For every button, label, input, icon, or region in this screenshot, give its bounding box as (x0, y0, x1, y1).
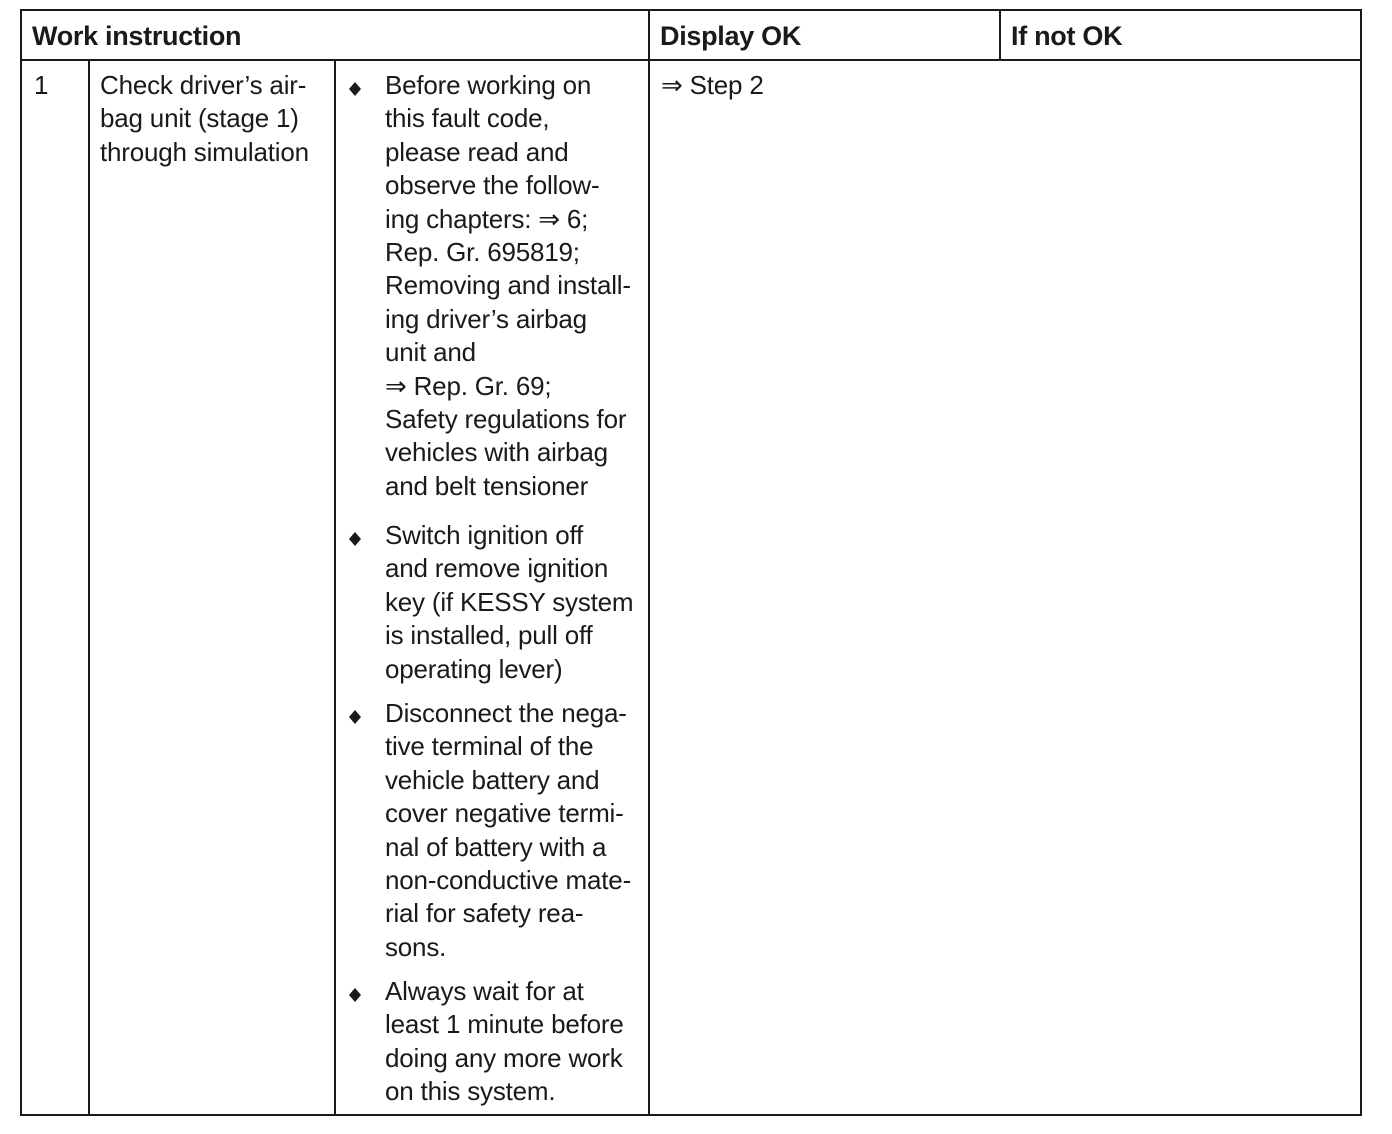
bullet-line: Safety regulations for (385, 403, 627, 434)
bullet-line: and belt tensioner (385, 470, 589, 501)
bullet-line: cover negative termi- (385, 798, 624, 829)
column-divider-work-display (648, 11, 650, 1114)
bullet-line: ing chapters: ⇒ 6; (385, 203, 589, 234)
bullet-line: please read and (385, 136, 569, 167)
column-divider-display-ifnot (999, 11, 1001, 60)
bullet-line: key (if KESSY system (385, 586, 634, 617)
bullet-line: Disconnect the nega- (385, 698, 627, 728)
bullet-line: ⇒ Rep. Gr. 69; (385, 370, 552, 401)
bullet-item (385, 519, 633, 686)
bullet-item (385, 975, 624, 1109)
task-line: through simulation (100, 136, 309, 167)
bullet-line: vehicles with airbag (385, 437, 608, 468)
bullet-line: tive terminal of the (385, 731, 594, 762)
step-number: 1 (34, 70, 49, 100)
bullet-line: doing any more work (385, 1042, 623, 1073)
diamond-bullet-icon (348, 532, 362, 546)
bullet-line: sons. (385, 931, 447, 962)
display-ok-action: ⇒ Step 2 (661, 70, 764, 100)
bullet-line: Removing and install- (385, 270, 631, 301)
diamond-bullet-icon (348, 710, 362, 724)
diamond-bullet-icon (348, 82, 362, 96)
bullet-line: and remove ignition (385, 553, 609, 584)
bullet-line: on this system. (385, 1076, 556, 1107)
header-display-ok: Display OK (660, 21, 802, 51)
bullet-line: least 1 minute before (385, 1009, 624, 1040)
bullet-item (385, 69, 631, 503)
bullet-line: Always wait for at (385, 976, 584, 1006)
bullet-line: vehicle battery and (385, 764, 600, 795)
bullet-line: Before working on (385, 70, 592, 100)
column-divider-number-task (88, 60, 90, 1114)
task-line: Check driver’s air- (100, 70, 307, 100)
column-divider-task-bullets (334, 60, 336, 1114)
bullet-line: nal of battery with a (385, 831, 607, 862)
bullet-line: rial for safety rea- (385, 898, 584, 929)
bullet-line: operating lever) (385, 653, 563, 684)
bullet-line: Rep. Gr. 695819; (385, 236, 580, 267)
bullet-line: is installed, pull off (385, 620, 593, 651)
bullet-line: ing driver’s airbag (385, 303, 587, 334)
work-instruction-table (20, 9, 1362, 1116)
bullet-line: Switch ignition off (385, 520, 584, 550)
diamond-bullet-icon (348, 988, 362, 1002)
bullet-line: observe the follow- (385, 170, 600, 201)
header-if-not-ok: If not OK (1011, 21, 1123, 51)
bullet-line: this fault code, (385, 103, 550, 134)
bullet-line: non-conductive mate- (385, 864, 632, 895)
task-description (100, 69, 309, 169)
bullet-line: unit and (385, 337, 476, 368)
task-line: bag unit (stage 1) (100, 103, 299, 134)
header-work-instruction: Work instruction (32, 21, 242, 51)
bullet-item (385, 697, 631, 964)
